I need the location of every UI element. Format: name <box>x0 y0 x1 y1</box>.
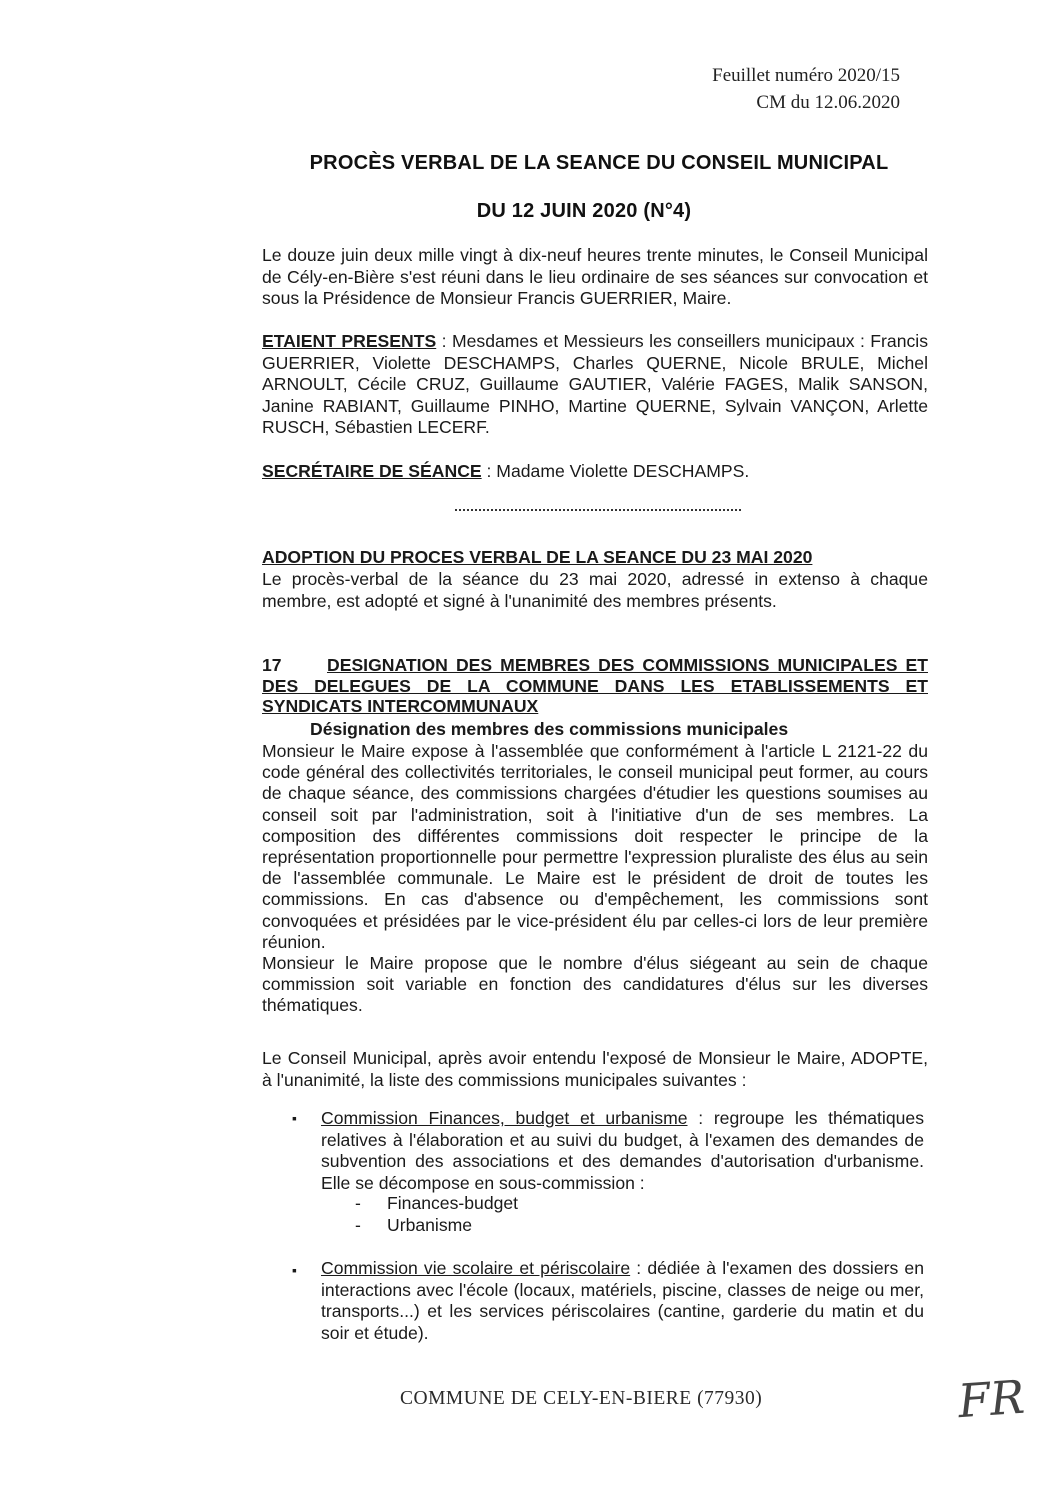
presents-text: : Mesdames et Messieurs les conseillers municipaux : Francis GUERRIER, Violette DESCHAMPS, Charles QUERNE, Nicole BRULE, Michel ARNOULT, Cécile CRUZ, Guillaume GAUTIER, Valérie FAGES, Malik SANSON, Janine RABIANT, Guillaume PINHO, Martine QUERNE, Sylvain VANÇON, Arlette RUSCH, Sébastien LECERF. <box>262 331 928 437</box>
commission-name: Commission Finances, budget et urbanisme <box>321 1108 688 1128</box>
commission-text: : regroupe les thématiques relatives à l'élaboration et au suivi du budget, à l'examen des demandes de subvention des associations et des demandes d'autorisation d'urbanisme. Elle se décompose en sous-commission : <box>321 1108 924 1193</box>
sheet-reference <box>712 62 900 116</box>
list-item <box>321 1258 924 1344</box>
adoption-text: Le procès-verbal de la séance du 23 mai 2020, adressé in extenso à chaque membre, est adopté et signé à l'unanimité des membres présents. <box>262 569 928 611</box>
commission-text: : dédiée à l'examen des dossiers en interactions avec l'école (locaux, matériels, piscine, classes de neige ou mer, transports...) et les services périscolaires (cantine, garderie du matin et du soir et étude). <box>321 1258 925 1343</box>
sub-list-item-label: Urbanisme <box>387 1215 473 1235</box>
commission-name: Commission vie scolaire et périscolaire <box>321 1258 631 1278</box>
secretary-text: : Madame Violette DESCHAMPS. <box>481 461 750 481</box>
section-heading: DESIGNATION DES MEMBRES DES COMMISSIONS MUNICIPALES ET DES DELEGUES DE LA COMMUNE DANS LES ETABLISSEMENTS ET SYNDICATS INTERCOMMUNAUX <box>262 655 928 716</box>
bullet-icon: ▪ <box>292 1110 297 1126</box>
secretary-paragraph <box>262 461 928 483</box>
expose-paragraph <box>262 741 928 1017</box>
expose-text: Monsieur le Maire expose à l'assemblée que conformément à l'article L 2121-22 du code général des collectivités territoriales, le conseil municipal peut former, au cours de chaque séance, des commissions chargées d'étudier les questions soumises au conseil soit par l'administration, soit à l'initiative d'un de ses membres. La composition des différentes commissions doit respecter le principe de la représentation proportionnelle pour permettre l'expression pluraliste des élus au sein de l'assemblée communale. Le Maire est le président de droit de toutes les commissions. En cas d'absence ou d'empêchement, les commissions sont convoquées et présidées par le vice-président élu par celles-ci lors de leur première réunion. <box>262 741 928 952</box>
dash-icon: - <box>355 1215 361 1235</box>
document-title: PROCÈS VERBAL DE LA SEANCE DU CONSEIL MUNICIPAL <box>309 152 889 174</box>
bullet-icon: ▪ <box>292 1262 297 1278</box>
presents-paragraph <box>262 331 928 439</box>
presents-label: ETAIENT PRESENTS <box>262 331 437 351</box>
dash-icon: - <box>355 1193 361 1213</box>
handwritten-initials: FR <box>956 1369 1027 1429</box>
footer-commune: COMMUNE DE CELY-EN-BIERE (77930) <box>400 1388 763 1409</box>
sub-list-item <box>355 1193 518 1214</box>
secretary-label: SECRÉTAIRE DE SÉANCE <box>262 461 482 481</box>
section-subtitle: Désignation des membres des commissions municipales <box>310 719 789 739</box>
list-item <box>321 1108 924 1194</box>
section-number: 17 <box>262 655 282 675</box>
sub-list-item-label: Finances-budget <box>387 1193 519 1213</box>
separator-line <box>455 509 741 511</box>
adoption-heading: ADOPTION DU PROCES VERBAL DE LA SEANCE DU 23 MAI 2020 <box>262 547 813 567</box>
sheet-number: Feuillet numéro 2020/15 <box>712 65 900 86</box>
council-date: CM du 12.06.2020 <box>756 92 900 113</box>
intro-paragraph: Le douze juin deux mille vingt à dix-neuf heures trente minutes, le Conseil Municipal de Cély-en-Bière s'est réuni dans le lieu ordinaire de ses séances sur convocation et sous la Présidence de Monsieur Francis GUERRIER, Maire. <box>262 245 928 308</box>
decision-paragraph: Le Conseil Municipal, après avoir entendu l'exposé de Monsieur le Maire, ADOPTE, à l'unanimité, la liste des commissions municipales suivantes : <box>262 1048 928 1090</box>
document-subtitle-date: DU 12 JUIN 2020 (N°4) <box>476 200 692 222</box>
sub-list-item <box>355 1215 472 1236</box>
proposal-text: Monsieur le Maire propose que le nombre d'élus siégeant au sein de chaque commission soit variable en fonction des candidatures d'élus sur les diverses thématiques. <box>262 953 928 1016</box>
